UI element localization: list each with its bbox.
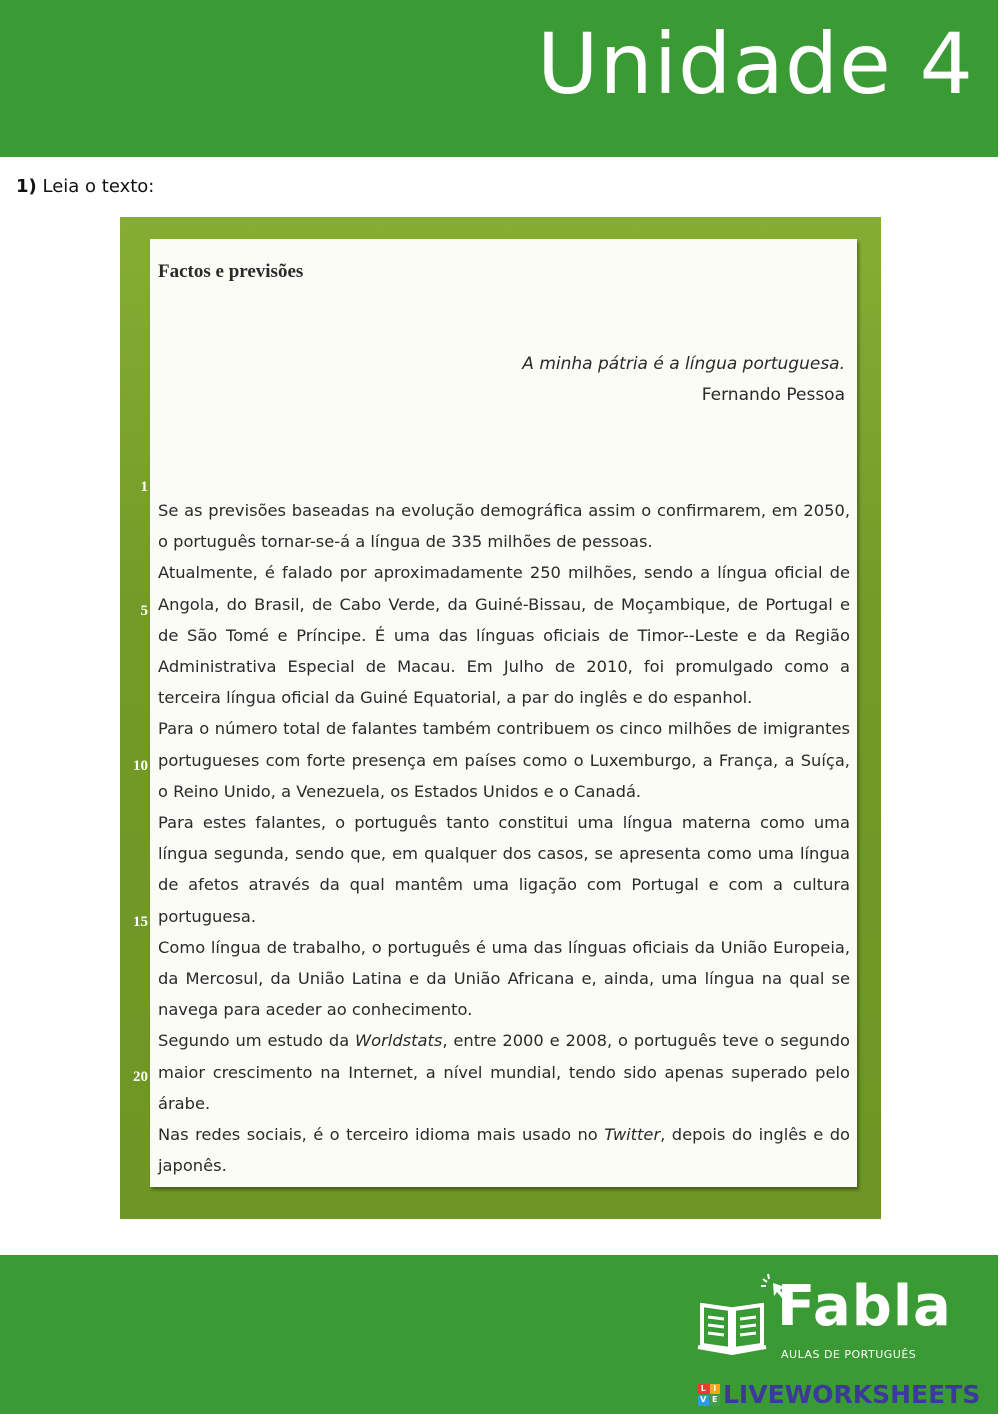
line-number: 20 bbox=[133, 1069, 148, 1085]
liveworksheets-badge-icon: L I V E bbox=[698, 1384, 720, 1406]
article-paragraph: Se as previsões baseadas na evolução demográfica assim o confirmarem, em 2050, o português tornar-se-á a língua de 335 milhões de pessoas. bbox=[158, 501, 850, 552]
question-text: Leia o texto: bbox=[42, 176, 155, 197]
liveworksheets-label: LIVEWORKSHEETS bbox=[723, 1380, 981, 1409]
platform-name: Twitter bbox=[604, 1125, 661, 1145]
logo-name: Fabla bbox=[777, 1274, 952, 1339]
header-band bbox=[0, 0, 998, 157]
source-name: Worldstats bbox=[355, 1031, 443, 1051]
epigraph bbox=[522, 349, 845, 411]
line-number: 15 bbox=[133, 914, 148, 930]
article-paragraph: Segundo um estudo da Worldstats, entre 2000 e 2008, o português teve o segundo maior crescimento na Internet, a nível mundial, tendo sido apenas superado pelo árabe. bbox=[158, 1031, 850, 1113]
line-number: 10 bbox=[133, 758, 148, 774]
article-paragraph: Nas redes sociais, é o terceiro idioma mais usado no Twitter, depois do inglês e do japonês. bbox=[158, 1125, 850, 1176]
page-title: Unidade 4 bbox=[537, 15, 974, 113]
scanned-text-image bbox=[120, 217, 881, 1219]
liveworksheets-brand[interactable] bbox=[698, 1380, 980, 1409]
question-prompt bbox=[16, 176, 154, 197]
article-title: Factos e previsões bbox=[158, 261, 304, 282]
question-number: 1) bbox=[16, 176, 37, 197]
article-card bbox=[150, 239, 857, 1187]
epigraph-author: Fernando Pessoa bbox=[701, 385, 845, 405]
line-number: 1 bbox=[140, 479, 148, 495]
epigraph-quote: A minha pátria é a língua portuguesa. bbox=[522, 354, 845, 374]
open-book-icon bbox=[697, 1297, 767, 1355]
article-paragraph: Atualmente, é falado por aproximadamente 250 milhões, sendo a língua oficial de Angola, do Brasil, de Cabo Verde, da Guiné-Bissau, de Moçambique, de Portugal e de São Tomé e Príncipe. É uma das línguas oficiais de Timor--Leste e da Região Administrativa Especial de Macau. Em Julho de 2010, foi promulgado como a terceira língua oficial da Guiné Equatorial, a par do inglês e do espanhol. bbox=[158, 563, 850, 708]
article-body bbox=[158, 495, 850, 1181]
line-number: 5 bbox=[140, 603, 148, 619]
logo-subtitle: AULAS DE PORTUGUÊS bbox=[781, 1348, 917, 1361]
article-paragraph: Para estes falantes, o português tanto constitui uma língua materna como uma língua segunda, sendo que, em qualquer dos casos, se apresenta como uma língua de afetos através da qual mantêm uma ligação com Portugal e com a cultura portuguesa. bbox=[158, 813, 850, 926]
article-paragraph: Como língua de trabalho, o português é uma das línguas oficiais da União Europeia, da Mercosul, da União Latina e da União Africana e, ainda, uma língua na qual se navega para aceder ao conhecimento. bbox=[158, 937, 850, 1020]
article-paragraph: Para o número total de falantes também contribuem os cinco milhões de imigrantes portugueses com forte presença em países como o Luxemburgo, a França, a Suíça, o Reino Unido, a Venezuela, os Estados Unidos e o Canadá. bbox=[158, 719, 850, 801]
